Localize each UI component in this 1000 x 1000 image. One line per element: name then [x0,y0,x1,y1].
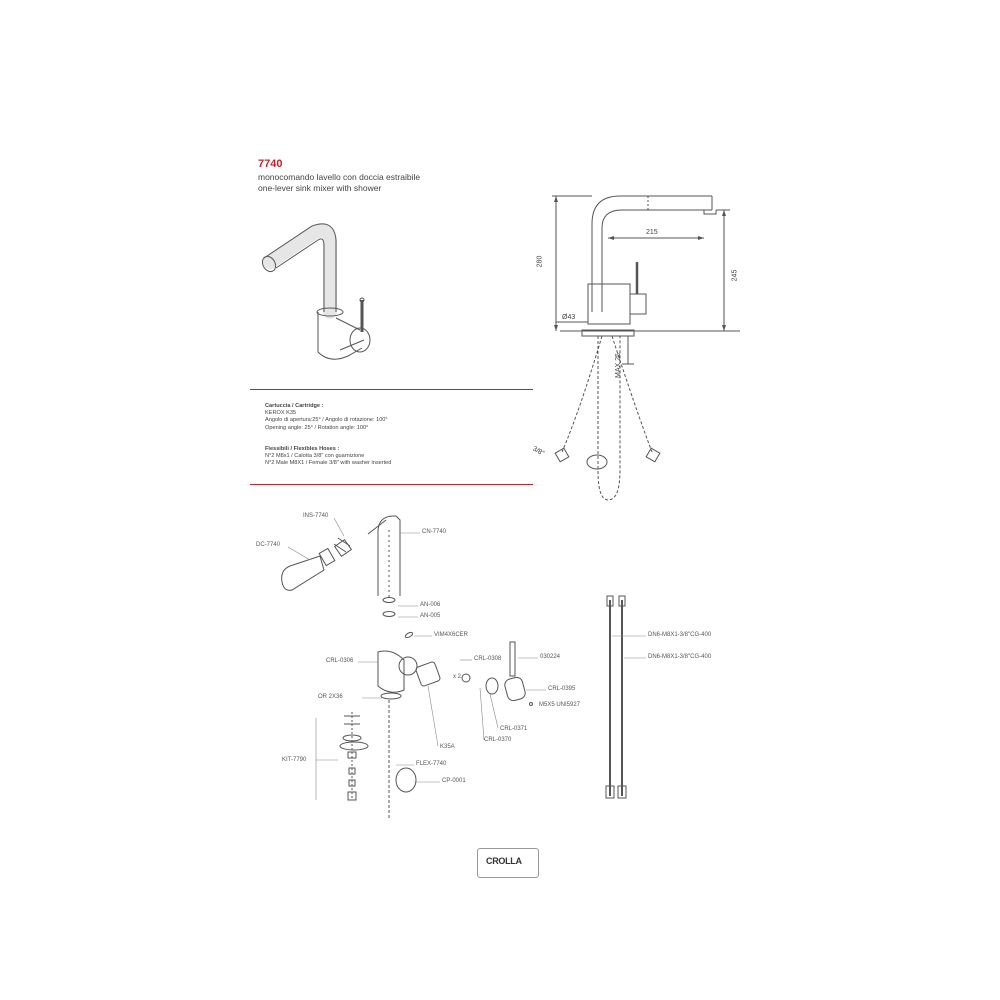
faucet-perspective-view [260,224,370,359]
model-number: 7740 [258,158,283,170]
label-or2x36: OR 2X36 [318,694,343,700]
dim-base-diameter: Ø43 [562,314,576,321]
label-vim: VIM4X6CER [434,632,469,638]
label-cp0001: CP-0001 [442,778,466,784]
faucet-exploded-view [282,516,646,820]
faucet-elevation-view [552,196,740,500]
label-x2: x 2 [453,674,462,680]
cartridge-line: Opening angle: 25° / Rotation angle: 100° [265,424,369,431]
label-k35a: K35A [440,744,455,750]
label-kit7790: KIT-7790 [282,757,307,763]
hoses-title: Flessibili / Flexibles Hoses : [265,446,340,452]
label-an006: AN-006 [420,602,441,608]
label-dn6-a: DN6-M8X1-3/8"CG-400 [648,632,712,638]
label-ins: INS-7740 [303,513,329,519]
cartridge-line: Angolo di apertura:25° / Angolo di rotazione: 100° [265,417,388,424]
label-an005: AN-005 [420,613,441,619]
hoses-line: N°2 M8x1 / Calotta 3/8" con guarnizione [265,453,365,460]
dim-max-deck: MAX 25 [614,353,622,378]
dim-reach: 215 [646,229,658,236]
cartridge-line: KEROX K35 [265,410,297,417]
label-030224: 030224 [540,654,561,660]
description-english: one-lever sink mixer with shower [258,183,382,193]
dim-height-total: 280 [536,255,544,268]
label-m5x5: M5X5 UNI5927 [539,702,581,708]
label-dc: DC-7740 [256,542,281,548]
label-crl0370: CRL-0370 [484,737,512,743]
dim-height-spout: 245 [731,269,739,282]
label-crl0371: CRL-0371 [500,726,528,732]
label-crl0306: CRL-0306 [326,658,354,664]
dim-thread: 3/8" [531,445,546,458]
label-flex7740: FLEX-7740 [416,761,447,767]
description-italian: monocomando lavello con doccia estraibile [258,172,421,182]
crolla-logo [477,848,539,878]
label-crl0395: CRL-0395 [548,686,576,692]
label-dn6-b: DN6-M8X1-3/8"CG-400 [648,654,712,660]
cartridge-title: Cartuccia / Cartridge : [265,403,324,409]
label-cn: CN-7740 [422,529,447,535]
logo-brand: CROLLA [486,856,522,866]
hoses-line: N°2 Male M8X1 / Female 3/8" with washer inserted [265,460,392,467]
label-crl0308: CRL-0308 [474,656,502,662]
